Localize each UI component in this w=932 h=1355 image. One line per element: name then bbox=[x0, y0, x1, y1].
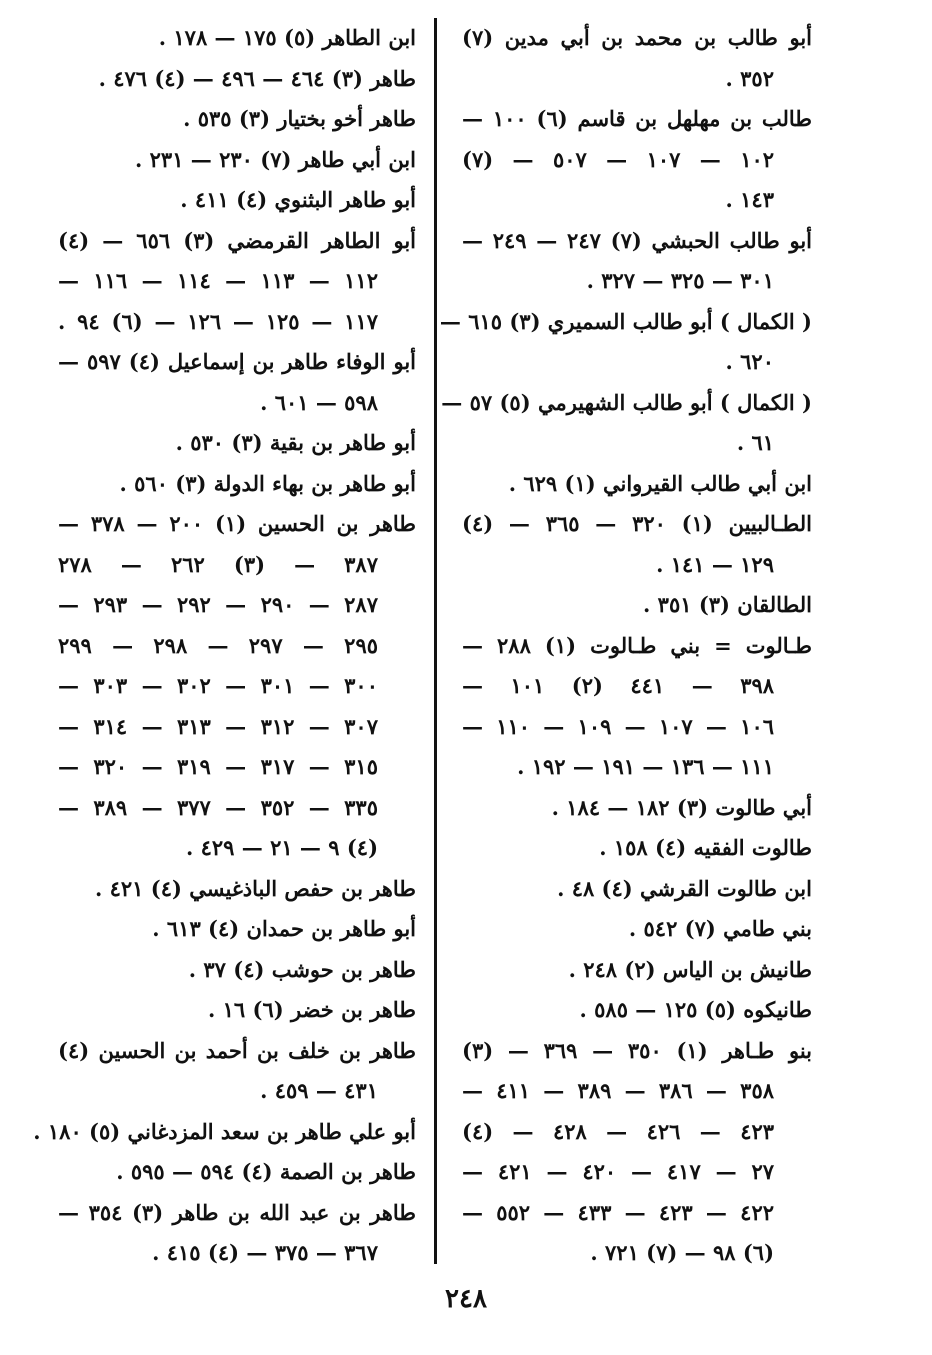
index-entry-line: طاهر بن عبد الله بن طاهر (٣) ٣٥٤ — bbox=[58, 1199, 416, 1225]
index-entry-line: ١٢٩ — ١٤١ . bbox=[656, 551, 774, 577]
index-entry-line: ٣٠٧ — ٣١٢ — ٣١٣ — ٣١٤ — bbox=[58, 713, 378, 739]
index-entry-line: ٥٩٨ — ٦٠١ . bbox=[260, 389, 378, 415]
index-entry-line: طاهر بن خلف بن أحمد بن الحسين (٤) bbox=[58, 1037, 416, 1063]
index-entry-line: ٤٣١ — ٤٥٩ . bbox=[260, 1078, 378, 1103]
index-entry-line: طالب بن مهلهل بن قاسم (٦) ١٠٠ — bbox=[462, 106, 813, 131]
index-entry-line: ابن طالوت القرشي (٤) ٤٨ . bbox=[557, 875, 812, 901]
page-number: ٢٤٨ bbox=[445, 1284, 487, 1314]
index-entry-line: ٤٢٣ — ٤٢٦ — ٤٢٨ — (٤) bbox=[462, 1118, 775, 1144]
index-entry-line: أبو طالب الحبشي (٧) ٢٤٧ — ٢٤٩ — bbox=[462, 227, 812, 253]
index-entry-line: طالوت الفقيه (٤) ١٥٨ . bbox=[599, 835, 812, 860]
column-divider bbox=[434, 18, 437, 1264]
index-entry-line: ٦١ . bbox=[736, 430, 774, 455]
index-entry-line: (٦) ٩٨ — (٧) ٧٢١ . bbox=[590, 1240, 774, 1265]
index-entry-line: طاهر بن حوشب (٤) ٣٧ . bbox=[188, 956, 416, 982]
index-entry-line: ٢٧ — ٤١٧ — ٤٢٠ — ٤٢١ — bbox=[462, 1159, 774, 1184]
index-column-left bbox=[33, 18, 417, 1274]
index-entry-line: ٣٠٠ — ٣٠١ — ٣٠٢ — ٣٠٣ — bbox=[58, 673, 378, 698]
index-entry-line: بنو طـاهر (١) ٣٥٠ — ٣٦٩ — (٣) bbox=[462, 1037, 813, 1063]
index-entry-line: طانيش بن الياس (٢) ٢٤٨ . bbox=[568, 956, 812, 982]
index-entry-line: بني طامي (٧) ٥٤٢ . bbox=[628, 916, 812, 941]
index-entry-line: ( الكمال ) أبو طالب الشهيرمي (٥) ٥٧ — bbox=[441, 389, 812, 415]
index-entry-line: ١١١ — ١٣٦ — ١٩١ — ١٩٢ . bbox=[517, 754, 774, 779]
index-entry-line: ١٠٢ — ١٠٧ — ٥٠٧ — (٧) bbox=[462, 146, 775, 172]
index-entry-line: ابن الطاهر (٥) ١٧٥ — ١٧٨ . bbox=[158, 25, 416, 50]
index-entry-line: الطـالبيين (١) ٣٢٠ — ٣٦٥ — (٤) bbox=[462, 511, 812, 536]
index-entry-line: أبي طالوت (٣) ١٨٢ — ١٨٤ . bbox=[551, 794, 812, 820]
index-entry-line: ٣٣٥ — ٣٥٢ — ٣٧٧ — ٣٨٩ — bbox=[58, 794, 378, 820]
index-entry-line: أبو طاهر بن بهاء الدولة (٣) ٥٦٠ . bbox=[119, 470, 416, 496]
index-entry-line: أبو علي طاهر بن سعد المزدغاني (٥) ١٨٠ . bbox=[33, 1118, 416, 1144]
index-entry-line: طاهر بن خضر (٦) ١٦ . bbox=[208, 997, 416, 1022]
index-entry-line: ٣٥٢ . bbox=[725, 65, 774, 91]
index-entry-line: ٣٨٧ — (٣) ٢٦٢ — ٢٧٨ bbox=[58, 551, 378, 577]
index-entry-line: أبو طالب بن محمد بن أبي مدين (٧) bbox=[462, 25, 812, 50]
index-entry-line: أبو طاهر بن حمدان (٤) ٦١٣ . bbox=[152, 916, 416, 941]
index-entry-line: طاهر بن حفص الباذغيسي (٤) ٤٢١ . bbox=[95, 875, 416, 901]
index-entry-line: (٤) ٩ — ٢١ — ٤٢٩ . bbox=[185, 835, 378, 860]
index-entry-line: طاهر بن الصمة (٤) ٥٩٤ — ٥٩٥ . bbox=[116, 1159, 416, 1184]
index-entry-line: ١١٢ — ١١٣ — ١١٤ — ١١٦ — bbox=[58, 268, 378, 293]
index-entry-line: ٦٢٠ . bbox=[725, 349, 774, 374]
index-entry-line: ٢٩٥ — ٢٩٧ — ٢٩٨ — ٢٩٩ bbox=[58, 632, 379, 658]
index-entry-line: أبو الوفاء طاهر بن إسماعيل (٤) ٥٩٧ — bbox=[58, 349, 417, 374]
index-entry-line: ٢٨٧ — ٢٩٠ — ٢٩٢ — ٢٩٣ — bbox=[58, 592, 378, 617]
index-entry-line: ١٤٣ . bbox=[725, 187, 774, 212]
index-entry-line: ٤٢٢ — ٤٢٣ — ٤٣٣ — ٥٥٢ — bbox=[462, 1199, 775, 1225]
index-entry-line: ابن أبي طاهر (٧) ٢٣٠ — ٢٣١ . bbox=[135, 146, 416, 172]
index-entry-line: ٣٩٨ — ٤٤١ (٢) ١٠١ — bbox=[462, 673, 775, 698]
index-entry-line: ٣٦٧ — ٣٧٥ — (٤) ٤١٥ . bbox=[152, 1240, 378, 1265]
index-entry-line: ٣٥٨ — ٣٨٦ — ٣٨٩ — ٤١١ — bbox=[462, 1078, 775, 1103]
index-entry-line: الطالقان (٣) ٣٥١ . bbox=[643, 592, 812, 617]
index-entry-line: أبو الطاهر القرمضي (٣) ٦٥٦ — (٤) bbox=[58, 227, 417, 253]
index-entry-line: ١٠٦ — ١٠٧ — ١٠٩ — ١١٠ — bbox=[462, 713, 775, 739]
index-entry-line: أبو طاهر البثنوي (٤) ٤١١ . bbox=[180, 187, 416, 212]
index-entry-line: ابن أبي طالب القيرواني (١) ٦٢٩ . bbox=[508, 470, 812, 496]
index-entry-line: طاهر بن الحسين (١) ٢٠٠ — ٣٧٨ — bbox=[58, 511, 417, 536]
index-entry-line: طاهر (٣) ٤٦٤ — ٤٩٦ — (٤) ٤٧٦ . bbox=[98, 65, 416, 91]
index-entry-line: ٣١٥ — ٣١٧ — ٣١٩ — ٣٢٠ — bbox=[58, 754, 378, 779]
index-column-right bbox=[439, 18, 813, 1274]
index-entry-line: ٣٠١ — ٣٢٥ — ٣٢٧ . bbox=[586, 268, 774, 293]
index-entry-line: أبو طاهر بن بقية (٣) ٥٣٠ . bbox=[175, 430, 416, 455]
index-entry-line: طـالوت = بني طـالوت (١) ٢٨٨ — bbox=[462, 632, 813, 658]
index-entry-line: ( الكمال ) أبو طالب السميري (٣) ٦١٥ — bbox=[439, 308, 812, 334]
index-entry-line: طاهر أخو بختيار (٣) ٥٣٥ . bbox=[183, 106, 416, 131]
index-entry-line: ١١٧ — ١٢٥ — ١٢٦ — (٦) ٩٤ . bbox=[58, 308, 379, 334]
index-entry-line: طانيكوه (٥) ١٢٥ — ٥٨٥ . bbox=[579, 997, 812, 1022]
